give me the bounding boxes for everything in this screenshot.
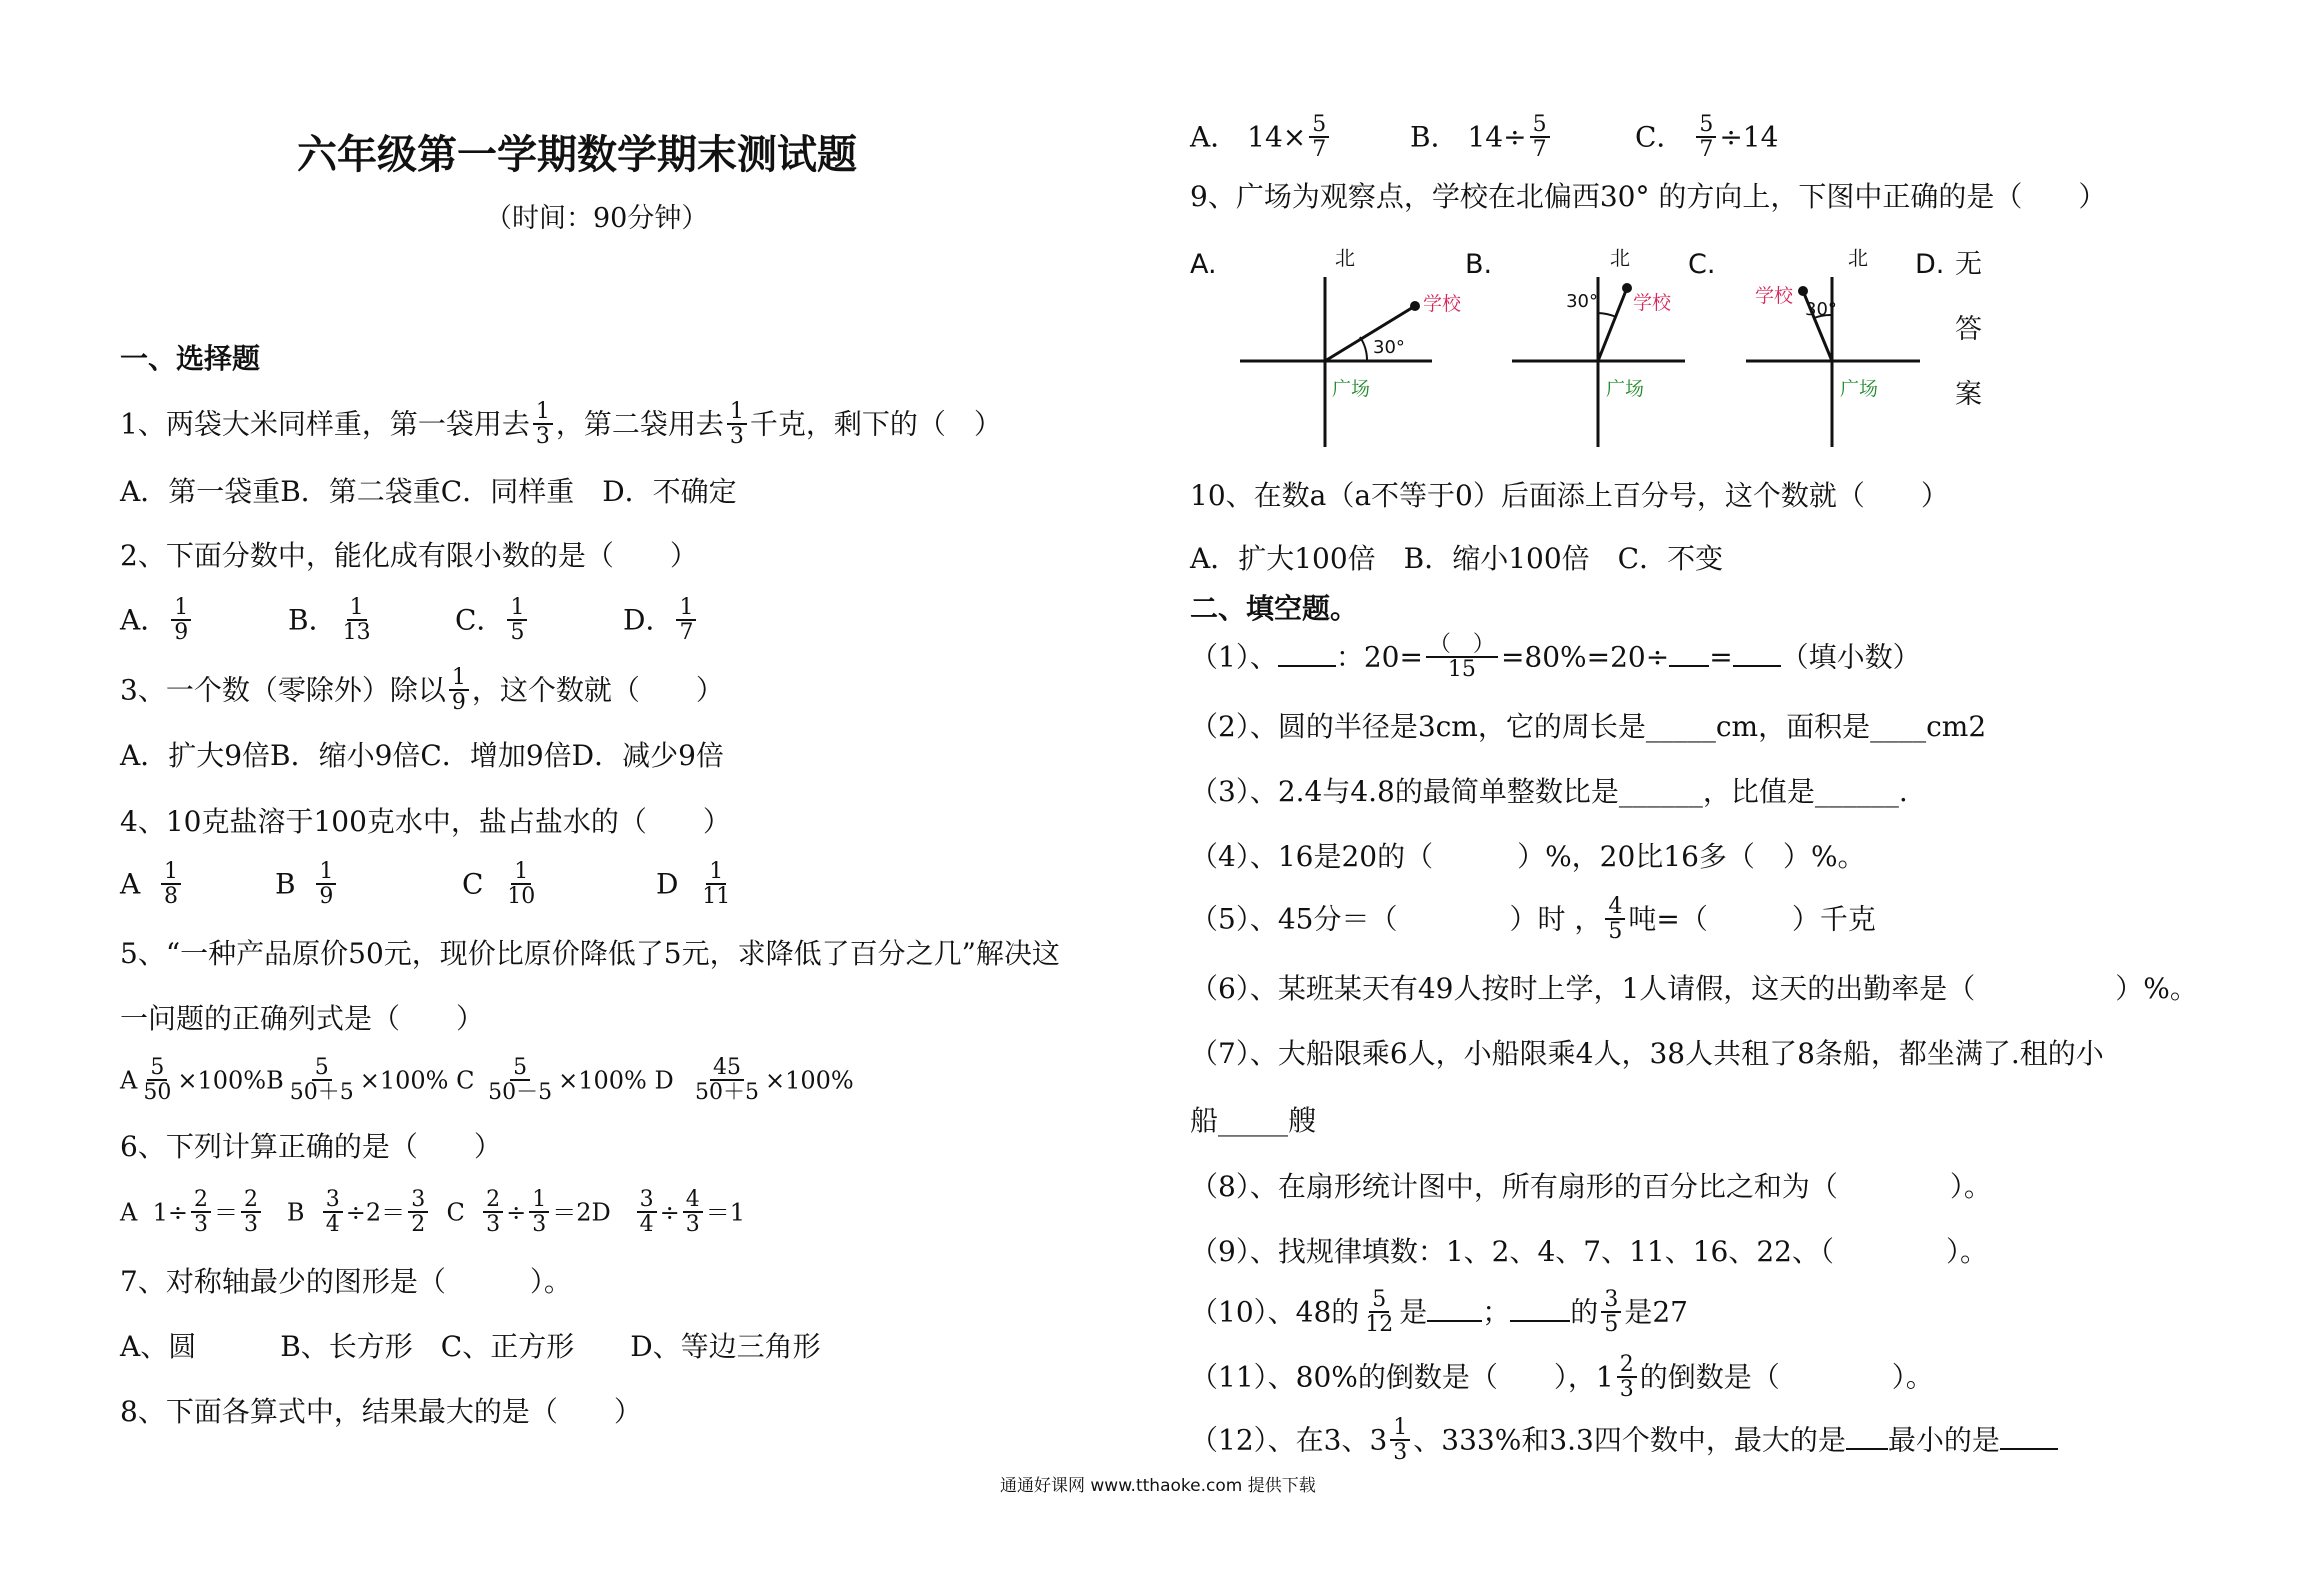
q2-option-c: C． $\frac{1}{5}$ (455, 598, 530, 646)
fill-2: （2）、圆的半径是3cm，它的周长是_____cm，面积是____cm2 (1190, 710, 1987, 743)
q1-text-a: 1、两袋大米同样重，第一袋用去 (120, 407, 530, 441)
q4-option-d: D $\frac{1}{11}$ (656, 859, 731, 910)
svg-text:学校: 学校 (1755, 285, 1794, 307)
fill-10-blank-1[interactable] (1427, 1298, 1482, 1322)
q2-option-a: A． $\frac{1}{9}$ (120, 598, 194, 646)
q9-diagrams (1180, 235, 2280, 455)
q1-fraction-1: $\frac{1}{3}$ (533, 400, 553, 448)
question-6: 6、下列计算正确的是（ ） (120, 1130, 502, 1163)
fill-6: （6）、某班某天有49人按时上学，1人请假，这天的出勤率是（ ）%。 (1190, 972, 2198, 1005)
q2-option-b: B． $\frac{1}{13}$ (288, 595, 371, 646)
fill-12-blank-2[interactable] (2000, 1426, 2058, 1450)
fill-12: （12）、在3、3 $\frac{1}{3}$ 、333%和3.3四个数中，最大的是 最小的是 (1190, 1418, 2058, 1466)
fill-4: （4）、16是20的（ ）%，20比16多（ ）%。 (1190, 840, 1866, 873)
section-fill-heading: 二、填空题。 (1190, 592, 1359, 625)
q4-option-b: B $\frac{1}{9}$ (275, 862, 339, 910)
fill-1-blank-3[interactable] (1733, 643, 1781, 667)
fill-1-blank-2[interactable] (1669, 643, 1709, 667)
q8-option-c: C． $\frac{5}{7}$ ÷14 (1635, 112, 1779, 163)
q9-d-char-1: 无 (1955, 249, 1982, 280)
q9-label-a: A. (1190, 249, 1217, 280)
q7-options: A、圆 B、长方形 C、正方形 D、等边三角形 (120, 1330, 821, 1363)
svg-text:30°: 30° (1805, 299, 1837, 320)
svg-text:广场: 广场 (1606, 378, 1645, 400)
fill-1: （1）、 ：20= $\frac{( )}{15}$ =80%=20÷ = （填小数） (1190, 632, 1921, 683)
question-2: 2、下面分数中，能化成有限小数的是（ ） (120, 539, 698, 572)
question-10: 10、在数a（a不等于0）后面添上百分号，这个数就（ ） (1190, 479, 1949, 512)
question-1 (120, 399, 1002, 450)
q8-option-b: B． 14÷ $\frac{5}{7}$ (1410, 115, 1553, 163)
q1-text-b: ，第二袋用去 (555, 407, 724, 441)
q6-options: A 1÷ $\frac{2}{3}$ ＝ $\frac{2}{3}$ B $\frac{3}{4}$ ÷2＝ $\frac{3}{2}$ C $\frac{2}{3}$ ÷ $\frac{1}{3}$ ＝2D $\frac{3}{4}$ ÷ $\frac{4}{3}$ ＝1 (120, 1187, 745, 1238)
footer-credit: 通通好课网 www.tthaoke.com 提供下载 (1000, 1476, 1316, 1496)
q10-options: A．扩大100倍 B．缩小100倍 C．不变 (1190, 542, 1724, 575)
q1-options: A．第一袋重B．第二袋重C．同样重 D．不确定 (120, 475, 737, 508)
q3-options: A．扩大9倍B．缩小9倍C．增加9倍D．减少9倍 (120, 739, 724, 772)
q9-diagram-a (1240, 246, 1462, 447)
fill-12-blank-1[interactable] (1846, 1426, 1888, 1450)
q9-label-c: C. (1688, 249, 1716, 280)
q9-d-char-3: 案 (1955, 379, 1982, 410)
question-5-line-2: 一问题的正确列式是（ ） (120, 1002, 485, 1035)
svg-text:北: 北 (1335, 246, 1355, 270)
fill-10: （10）、48的 $\frac{5}{12}$ 是 ； 的 $\frac{3}{5}$ 是27 (1190, 1287, 1688, 1338)
svg-text:30°: 30° (1566, 291, 1598, 312)
q4-option-a: A $\frac{1}{8}$ (120, 862, 184, 910)
svg-text:广场: 广场 (1840, 378, 1879, 400)
q4-option-c: C $\frac{1}{10}$ (462, 859, 536, 910)
q1-fraction-2: $\frac{1}{3}$ (727, 400, 747, 448)
q9-diagram-c (1746, 246, 1920, 447)
fill-10-blank-2[interactable] (1510, 1298, 1570, 1322)
fill-8: （8）、在扇形统计图中，所有扇形的百分比之和为（ ）。 (1190, 1170, 1992, 1203)
svg-text:北: 北 (1848, 246, 1868, 270)
q9-label-b: B. (1465, 249, 1493, 280)
question-4: 4、10克盐溶于100克水中，盐占盐水的（ ） (120, 805, 731, 838)
section-choice-heading: 一、选择题 (120, 342, 261, 375)
fill-1-blank-1[interactable] (1278, 643, 1336, 667)
q9-label-d: D. (1915, 249, 1945, 280)
fill-11: （11）、80%的倒数是（ ），1 $\frac{2}{3}$ 的倒数是（ ）。 (1190, 1352, 1934, 1403)
question-9: 9、广场为观察点，学校在北偏西30° 的方向上，下图中正确的是（ ） (1190, 180, 2107, 213)
page-title: 六年级第一学期数学期末测试题 (297, 131, 857, 178)
svg-text:30°: 30° (1373, 337, 1405, 358)
q9-d-char-2: 答 (1955, 314, 1982, 345)
q9-diagram-b (1512, 246, 1685, 447)
svg-text:北: 北 (1610, 246, 1630, 270)
q1-text-c: 千克，剩下的（ ） (749, 407, 1002, 441)
question-8: 8、下面各算式中，结果最大的是（ ） (120, 1395, 642, 1428)
q5-options: A $\frac{5}{50}$ ×100%B $\frac{5}{50+5}$ ×100% C $\frac{5}{50-5}$ ×100% D $\frac{45}{50+5}$ ×100% (120, 1055, 854, 1106)
question-7: 7、对称轴最少的图形是（ ）。 (120, 1265, 572, 1298)
fill-3: （3）、2.4与4.8的最简单整数比是______，比值是______. (1190, 775, 1908, 808)
q8-option-a: A． 14× $\frac{5}{7}$ (1190, 115, 1332, 163)
fill-9: （9）、找规律填数：1、2、4、7、11、16、22、（ ）。 (1190, 1235, 1988, 1268)
question-3: 3、一个数（零除外）除以 $\frac{1}{9}$ ，这个数就（ ） (120, 665, 724, 716)
svg-text:学校: 学校 (1633, 292, 1672, 314)
svg-text:广场: 广场 (1332, 378, 1371, 400)
fill-7-line-1: （7）、大船限乘6人，小船限乘4人，38人共租了8条船，都坐满了.租的小 (1190, 1037, 2104, 1070)
question-5-line-1: 5、“一种产品原价50元，现价比原价降低了5元，求降低了百分之几”解决这 (120, 937, 1060, 970)
q3-fraction: $\frac{1}{9}$ (449, 666, 469, 714)
q2-option-d: D． $\frac{1}{7}$ (623, 598, 699, 646)
fill-5: （5）、45分＝（ ）时 ， $\frac{4}{5}$ 吨=（ ）千克 (1190, 894, 1876, 945)
fill-7-line-2: 船_____艘 (1190, 1104, 1317, 1137)
time-limit: （时间：90分钟） (485, 203, 709, 234)
svg-text:学校: 学校 (1423, 293, 1462, 315)
